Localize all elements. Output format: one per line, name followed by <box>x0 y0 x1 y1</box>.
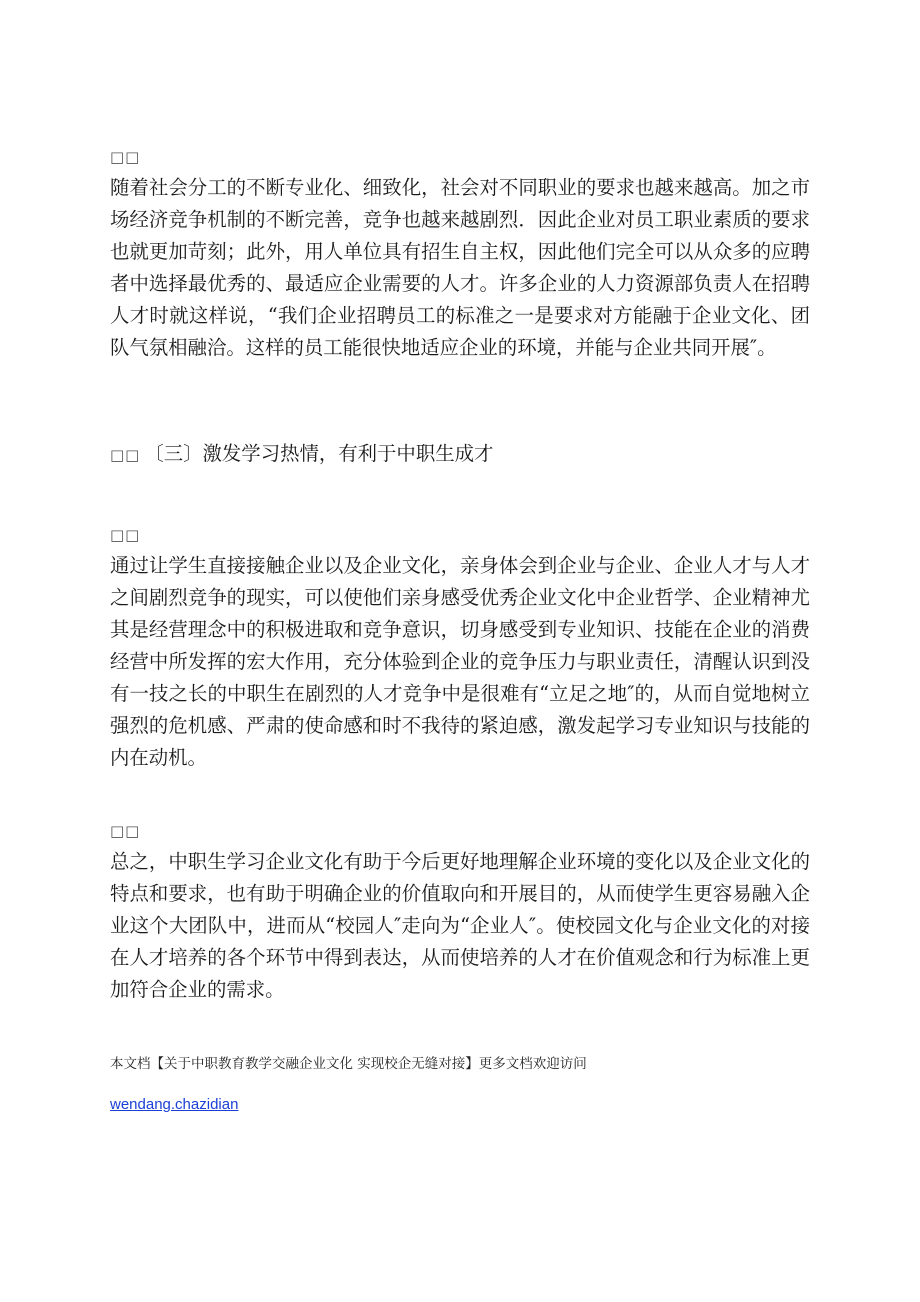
footer-link[interactable]: wendang.chazidian <box>110 1096 239 1113</box>
section-2 <box>110 526 810 774</box>
paragraph-marker: □□ <box>110 822 141 840</box>
paragraph-marker: □□ <box>110 148 141 166</box>
section-3 <box>110 822 810 1006</box>
footer <box>110 1054 810 1115</box>
section-1 <box>110 148 810 364</box>
heading-marker: □□ <box>110 446 141 464</box>
paragraph-1: 随着社会分工的不断专业化、细致化，社会对不同职业的要求也越来越高。加之市场经济竞争机制的不断完善，竞争也越来越剧烈．因此企业对员工职业素质的要求也就更加苛刻；此外，用人单位具有招生自主权，因此他们完全可以从众多的应聘者中选择最优秀的、最适应企业需要的人才。许多企业的人力资源部负责人在招聘人才时就这样说，“我们企业招聘员工的标准之一是要求对方能融于企业文化、团队气氛相融洽。这样的员工能很快地适应企业的环境，并能与企业共同开展″。 <box>110 176 810 359</box>
paragraph-2: 通过让学生直接接触企业以及企业文化，亲身体会到企业与企业、企业人才与人才之间剧烈竞争的现实，可以使他们亲身感受优秀企业文化中企业哲学、企业精神尤其是经营理念中的积极进取和竞争意识，切身感受到专业知识、技能在企业的消费经营中所发挥的宏大作用，充分体验到企业的竞争压力与职业责任，清醒认识到没有一技之长的中职生在剧烈的人才竞争中是很难有“立足之地″的，从而自觉地树立强烈的危机感、严肃的使命感和时不我待的紧迫感，激发起学习专业知识与技能的内在动机。 <box>110 554 810 769</box>
section-heading-text: 〔三〕激发学习热情，有利于中职生成才 <box>144 442 494 465</box>
footer-note: 本文档【关于中职教育教学交融企业文化 实现校企无缝对接】更多文档欢迎访问 <box>110 1056 587 1072</box>
section-heading <box>110 438 810 471</box>
paragraph-marker: □□ <box>110 526 141 544</box>
paragraph-3: 总之，中职生学习企业文化有助于今后更好地理解企业环境的变化以及企业文化的特点和要求，也有助于明确企业的价值取向和开展目的，从而使学生更容易融入企业这个大团队中，进而从“校园人″走向为“企业人″。使校园文化与企业文化的对接在人才培养的各个环节中得到表达，从而使培养的人才在价值观念和行为标准上更加符合企业的需求。 <box>110 850 810 1001</box>
section-heading-line <box>110 438 810 471</box>
